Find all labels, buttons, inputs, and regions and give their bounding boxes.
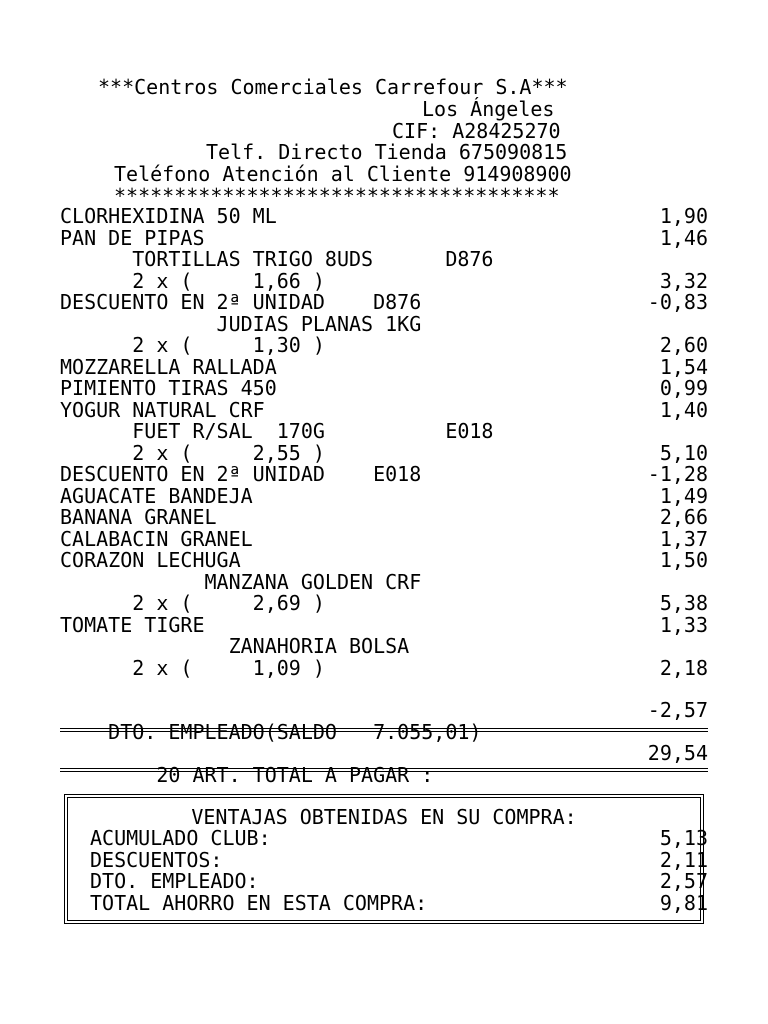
item-amount: -0,83	[647, 290, 708, 314]
total-rule-bottom	[60, 768, 708, 772]
savings-label: ACUMULADO CLUB:	[90, 826, 271, 850]
item-description: 2 x ( 2,55 )	[60, 440, 325, 465]
item-line	[60, 592, 708, 614]
savings-row	[90, 849, 708, 871]
item-description: 2 x ( 2,69 )	[60, 591, 325, 615]
item-description: ZANAHORIA BOLSA	[60, 634, 410, 658]
item-amount: 3,32	[659, 268, 708, 293]
item-description: DESCUENTO EN 2ª UNIDAD D876	[60, 290, 422, 314]
item-line	[60, 463, 708, 485]
item-line	[60, 485, 708, 507]
item-line	[60, 205, 708, 227]
item-description: CALABACIN GRANEL	[60, 526, 253, 551]
item-amount: 1,46	[659, 225, 708, 250]
item-amount: 1,50	[659, 548, 708, 572]
item-line	[60, 248, 708, 270]
customer-phone: Teléfono Atención al Cliente 914908900	[114, 162, 572, 186]
item-line	[60, 420, 708, 442]
item-description: TOMATE TIGRE	[60, 612, 205, 637]
savings-row	[90, 827, 708, 849]
item-line	[60, 399, 708, 421]
item-amount: 1,54	[659, 354, 708, 379]
item-amount: 2,66	[659, 505, 708, 529]
savings-row	[90, 892, 708, 914]
savings-label: DESCUENTOS:	[90, 847, 223, 872]
item-description: MANZANA GOLDEN CRF	[60, 569, 422, 594]
item-description: PIMIENTO TIRAS 450	[60, 376, 277, 400]
item-description: CLORHEXIDINA 50 ML	[60, 204, 277, 228]
item-amount: 1,40	[659, 397, 708, 422]
item-amount: 2,60	[659, 333, 708, 357]
item-description: MOZZARELLA RALLADA	[60, 354, 277, 379]
store-name: ***Centros Comerciales Carrefour S.A***	[98, 75, 568, 99]
item-amount: 1,90	[659, 204, 708, 228]
item-description: JUDIAS PLANAS 1KG	[60, 311, 422, 336]
item-line	[60, 334, 708, 356]
employee-discount-line	[60, 698, 708, 744]
item-amount: 5,38	[659, 591, 708, 615]
item-description: FUET R/SAL 170G E018	[60, 419, 494, 443]
item-description: DESCUENTO EN 2ª UNIDAD E018	[60, 462, 422, 486]
item-line	[60, 313, 708, 335]
total-amount: 29,54	[647, 741, 708, 765]
item-line	[60, 291, 708, 313]
item-description: CORAZON LECHUGA	[60, 548, 241, 572]
total-line	[60, 741, 708, 787]
item-amount: 1,33	[659, 612, 708, 637]
store-cif: CIF: A28425270	[392, 119, 561, 143]
savings-title: VENTAJAS OBTENIDAS EN SU COMPRA:	[191, 805, 577, 829]
item-amount: 5,10	[659, 440, 708, 465]
item-line	[60, 549, 708, 571]
item-line	[60, 442, 708, 464]
item-amount: 2,18	[659, 655, 708, 680]
item-line	[60, 356, 708, 378]
item-line	[60, 657, 708, 679]
item-line	[60, 227, 708, 249]
item-line	[60, 635, 708, 657]
item-description: TORTILLAS TRIGO 8UDS D876	[60, 247, 494, 271]
employee-discount-label: DTO. EMPLEADO(SALDO 7.055,01)	[108, 720, 482, 744]
item-line	[60, 377, 708, 399]
item-description: 2 x ( 1,09 )	[60, 655, 325, 680]
savings-label: DTO. EMPLEADO:	[90, 869, 259, 893]
item-line	[60, 614, 708, 636]
savings-value: 2,57	[659, 869, 708, 893]
item-line	[60, 506, 708, 528]
savings-value: 2,11	[659, 847, 708, 872]
item-amount: 0,99	[659, 376, 708, 400]
total-rule-top	[60, 728, 708, 732]
stars-separator: *************************************	[114, 184, 560, 208]
store-city: Los Ángeles	[422, 97, 555, 121]
item-description: 2 x ( 1,30 )	[60, 333, 325, 357]
item-description: AGUACATE BANDEJA	[60, 483, 253, 508]
savings-label: TOTAL AHORRO EN ESTA COMPRA:	[90, 890, 428, 915]
item-amount: 1,49	[659, 483, 708, 508]
savings-value: 9,81	[659, 890, 708, 915]
item-description: BANANA GRANEL	[60, 505, 217, 529]
item-amount: 1,37	[659, 526, 708, 551]
item-amount: -1,28	[647, 462, 708, 486]
savings-value: 5,13	[659, 826, 708, 850]
item-description: YOGUR NATURAL CRF	[60, 397, 265, 422]
item-description: PAN DE PIPAS	[60, 225, 205, 250]
total-label: 20 ART. TOTAL A PAGAR :	[108, 763, 434, 787]
employee-discount-amount: -2,57	[647, 698, 708, 722]
item-line	[60, 571, 708, 593]
item-line	[60, 270, 708, 292]
item-description: 2 x ( 1,66 )	[60, 268, 325, 293]
store-phone: Telf. Directo Tienda 675090815	[206, 140, 568, 164]
item-line	[60, 528, 708, 550]
savings-row	[90, 870, 708, 892]
